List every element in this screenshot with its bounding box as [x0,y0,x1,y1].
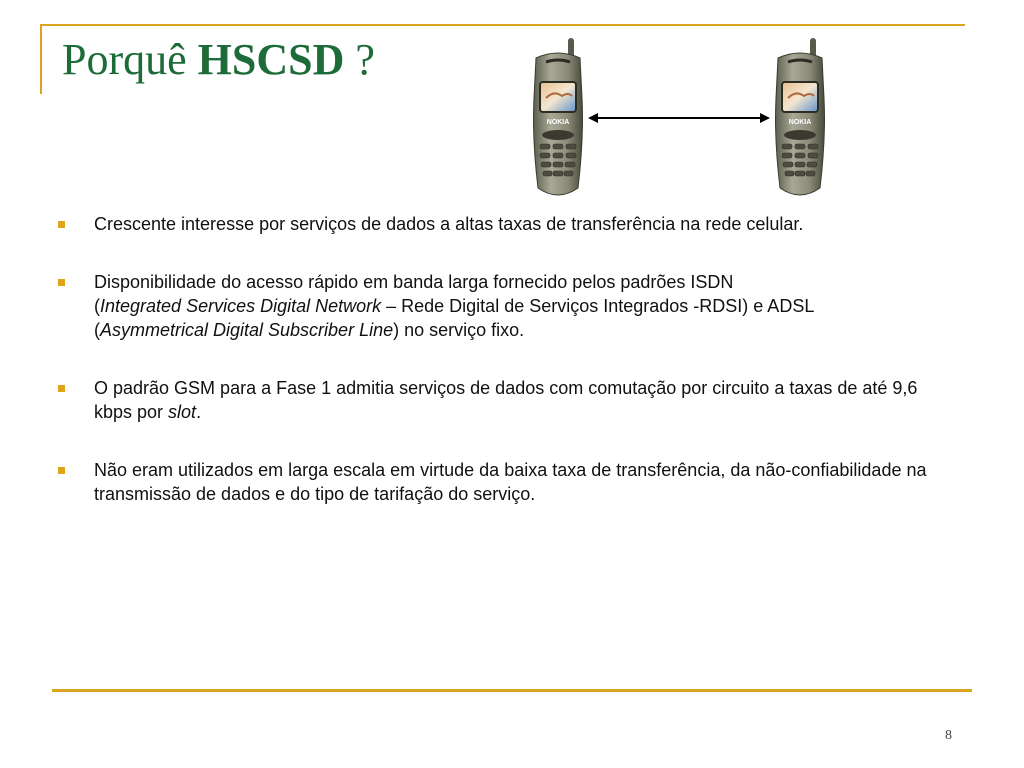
bullet-text: Crescente interesse por serviços de dados a altas taxas de transferência na rede celular. [94,214,804,234]
bullet-text-mid: – Rede Digital de Serviços Integrados -RDSI) e ADSL [381,296,815,316]
bullet-text-tail: . [196,402,202,422]
phone-brand: NOKIA [546,119,570,126]
bullet-item [58,458,958,506]
phone-brand: NOKIA [788,119,812,126]
square-bullet-icon [58,467,65,474]
slide-title [62,35,375,84]
title-suffix: ? [344,35,375,84]
bullet-italic-term: Integrated Services Digital Network [100,296,382,316]
square-bullet-icon [58,385,65,392]
bullet-text-line1: Disponibilidade do acesso rápido em banda larga fornecido pelos padrões ISDN [94,272,734,292]
bullet-item [58,270,958,342]
square-bullet-icon [58,221,65,228]
bullet-item [58,376,958,424]
square-bullet-icon [58,279,65,286]
mobile-phone-icon [768,38,832,202]
bullet-item [58,212,958,236]
bullet-paren-open: ( [94,320,100,340]
frame-left-rule [40,24,42,94]
bullet-text-tail: ) no serviço fixo. [393,320,525,340]
page-number: 8 [945,728,952,743]
mobile-phone-icon [526,38,590,202]
bullet-text: Não eram utilizados em larga escala em virtude da baixa taxa de transferência, da não-confiabilidade na transmissão de dados e do tipo de tarifação do serviço. [94,460,927,504]
bullet-text: O padrão GSM para a Fase 1 admitia serviços de dados com comutação por circuito a taxas de até 9,6 kbps por [94,378,918,422]
bullet-italic-term: slot [168,402,197,422]
bullet-list [58,212,958,540]
bullet-paren-open: ( [94,296,100,316]
double-arrow-icon [588,110,770,126]
footer-rule [52,689,972,692]
title-prefix: Porquê [62,35,198,84]
frame-top-rule [40,24,965,26]
bullet-italic-term: Asymmetrical Digital Subscriber Line [100,320,394,340]
title-bold: HSCSD [197,35,345,84]
